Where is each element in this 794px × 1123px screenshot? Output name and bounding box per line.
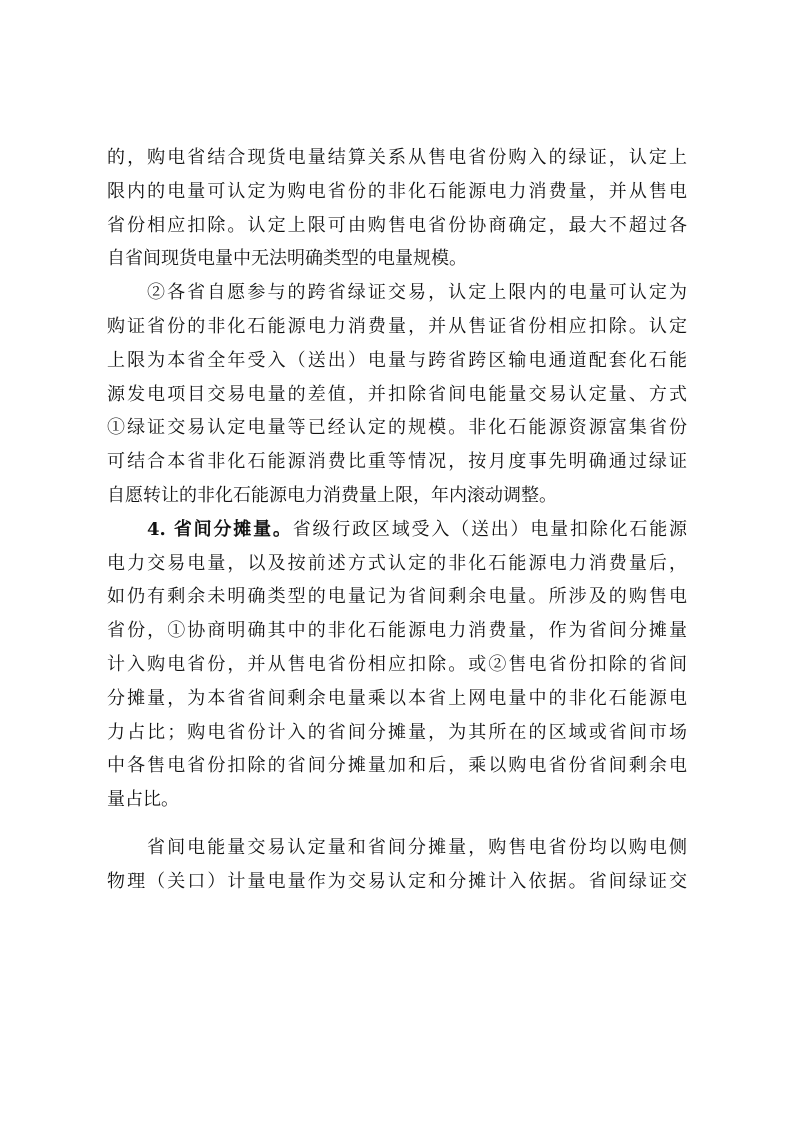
text-line-body: 省级行政区域受入（送出）电量扣除化石能源: [292, 518, 688, 540]
text-line: 中各售电省份扣除的省间分摊量加和后，乘以购电省份省间剩余电: [107, 755, 687, 777]
text-line: 源发电项目交易电量的差值，并扣除省间电能量交易认定量、方式: [107, 383, 687, 405]
text-line: 购证省份的非化石能源电力消费量，并从售证省份相应扣除。认定: [107, 315, 687, 337]
paragraph-1: [107, 141, 687, 276]
text-line: 如仍有剩余未明确类型的电量记为省间剩余电量。所涉及的购售电: [107, 586, 687, 608]
paragraph-3: [107, 513, 687, 817]
text-line: [107, 513, 687, 547]
text-line: ②各省自愿参与的跨省绿证交易，认定上限内的电量可认定为: [147, 282, 687, 304]
text-line: 自愿转让的非化石能源电力消费量上限，年内滚动调整。: [107, 484, 557, 506]
paragraph-2: [107, 276, 687, 513]
paragraph-4: [107, 831, 687, 899]
text-line: 上限为本省全年受入（送出）电量与跨省跨区输电通道配套化石能: [107, 349, 687, 371]
text-line: 计入购电省份，并从售电省份相应扣除。或②售电省份扣除的省间: [107, 653, 687, 675]
text-line: 的，购电省结合现货电量结算关系从售电省份购入的绿证，认定上: [107, 147, 687, 168]
text-line: 力占比；购电省份计入的省间分摊量，为其所在的区域或省间市场: [107, 721, 687, 743]
text-line: 可结合本省非化石能源消费比重等情况，按月度事先明确通过绿证: [107, 451, 687, 473]
section-heading: 4. 省间分摊量。: [147, 518, 293, 540]
text-line: 量占比。: [107, 789, 179, 811]
text-line: 省间电能量交易认定量和省间分摊量，购售电省份均以购电侧: [147, 836, 687, 858]
text-line: 电力交易电量，以及按前述方式认定的非化石能源电力消费量后，: [107, 552, 687, 574]
text-line: 分摊量，为本省省间剩余电量乘以本省上网电量中的非化石能源电: [107, 687, 687, 709]
text-line: 省份，①协商明确其中的非化石能源电力消费量，作为省间分摊量: [107, 620, 687, 642]
text-line: 省份相应扣除。认定上限可由购售电省份协商确定，最大不超过各: [107, 214, 687, 236]
text-line: 限内的电量可认定为购电省份的非化石能源电力消费量，并从售电: [107, 180, 687, 202]
paragraph-gap: [107, 817, 687, 831]
text-line: 自省间现货电量中无法明确类型的电量规模。: [107, 248, 467, 270]
document-body: [107, 141, 687, 899]
text-line: ①绿证交易认定电量等已经认定的规模。非化石能源资源富集省份: [107, 417, 687, 439]
text-line: 物理（关口）计量电量作为交易认定和分摊计入依据。省间绿证交: [107, 870, 687, 892]
